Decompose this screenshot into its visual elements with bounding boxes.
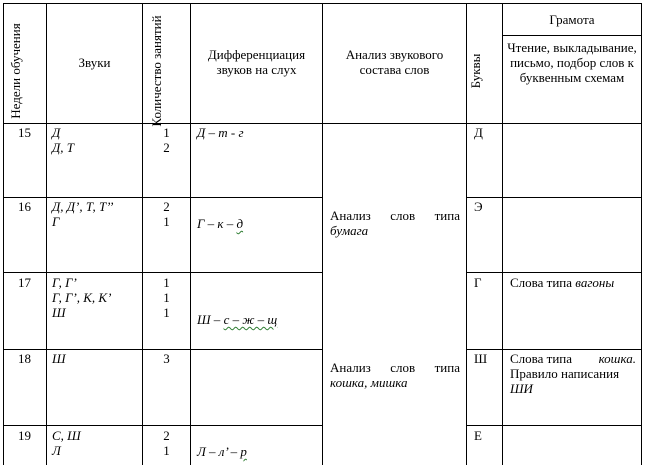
analysis-text: Анализ слов типа	[330, 208, 460, 223]
differentiation-cell	[197, 444, 247, 459]
sound-entry: Г, Г’	[52, 275, 77, 290]
lesson-count: 1	[163, 305, 170, 320]
sound-entry: С, Ш	[52, 428, 81, 443]
header-letters	[468, 26, 502, 116]
header-letters-label: Буквы	[468, 53, 483, 89]
sound-entry: Д, Т	[52, 140, 75, 155]
diff-text: Г – к –	[197, 216, 237, 231]
differentiation-cell	[197, 216, 243, 231]
literacy-cell	[510, 275, 614, 290]
letter-cell: Ш	[474, 351, 488, 366]
literacy-example: вагоны	[575, 275, 615, 290]
literacy-example: ШИ	[510, 381, 533, 396]
sound-entry: Г, Г’, К, К’	[52, 290, 112, 305]
lessons-cell	[143, 125, 190, 155]
sounds-cell	[52, 199, 113, 229]
week-number: 18	[18, 351, 31, 366]
differentiation-cell	[197, 312, 277, 327]
literacy-example: кошка.	[598, 351, 636, 366]
header-weeks-label: Недели обучения	[8, 23, 23, 119]
analysis-text: Анализ слов типа	[330, 360, 460, 375]
lesson-count: 2	[163, 428, 170, 443]
diff-text-flagged: р	[240, 444, 247, 459]
header-lessons	[149, 11, 183, 131]
differentiation-cell	[197, 125, 244, 140]
week-number: 17	[18, 275, 31, 290]
analysis-example-bumaga: бумага	[330, 223, 369, 238]
lesson-count: 1	[163, 443, 170, 458]
sound-entry: Л	[52, 443, 61, 458]
literacy-text: Правило написания	[510, 366, 620, 381]
literacy-text: Слова типа	[510, 275, 576, 290]
letter-cell: Е	[474, 428, 482, 443]
lesson-count: 1	[163, 275, 170, 290]
literacy-line	[510, 351, 636, 366]
lesson-count: 1	[163, 214, 170, 229]
letter-cell: Г	[474, 275, 482, 290]
sound-entry: Г	[52, 214, 60, 229]
lesson-count: 2	[163, 140, 170, 155]
sounds-cell	[52, 351, 66, 366]
analysis-cell-bumaga	[330, 208, 460, 223]
lessons-cell	[143, 351, 190, 366]
analysis-example-koshka: кошка, мишка	[330, 375, 408, 390]
lesson-count: 1	[163, 290, 170, 305]
diff-text: Д – т - г	[197, 125, 244, 140]
lesson-count: 1	[163, 125, 170, 140]
letter-cell: Д	[474, 125, 483, 140]
week-number: 16	[18, 199, 31, 214]
week-number: 19	[18, 428, 31, 443]
lesson-count: 3	[163, 351, 170, 366]
lessons-cell	[143, 275, 190, 320]
literacy-text: Слова типа	[510, 351, 573, 366]
lessons-cell	[143, 199, 190, 229]
diff-text-flagged: д	[236, 216, 244, 231]
sound-entry: Д, Д’, Т, Т’’	[52, 199, 114, 214]
sounds-cell	[52, 275, 111, 320]
lesson-count: 2	[163, 199, 170, 214]
diff-text-flagged: с – ж – щ	[223, 312, 278, 327]
header-differentiation: Дифференциация звуков на слух	[207, 47, 306, 77]
header-literacy: Грамота	[549, 12, 595, 27]
header-weeks	[8, 11, 42, 131]
sounds-cell	[52, 125, 74, 155]
diff-text: Л – л’ –	[197, 444, 241, 459]
sound-entry: Ш	[52, 351, 66, 366]
header-sounds: Звуки	[78, 55, 111, 70]
header-analysis: Анализ звукового состава слов	[345, 47, 444, 77]
week-number: 15	[18, 125, 31, 140]
header-lessons-label: Количество занятий	[149, 15, 164, 127]
sounds-cell	[52, 428, 81, 458]
letter-cell: Э	[474, 199, 483, 214]
diff-text: Ш –	[197, 312, 224, 327]
literacy-cell	[510, 351, 636, 396]
lessons-cell	[143, 428, 190, 458]
header-literacy-sub: Чтение, выкладывание, письмо, подбор слов к буквенным схемам	[507, 40, 637, 85]
sound-entry: Ш	[52, 305, 66, 320]
analysis-cell-koshka	[330, 360, 460, 375]
sound-entry: Д	[52, 125, 61, 140]
